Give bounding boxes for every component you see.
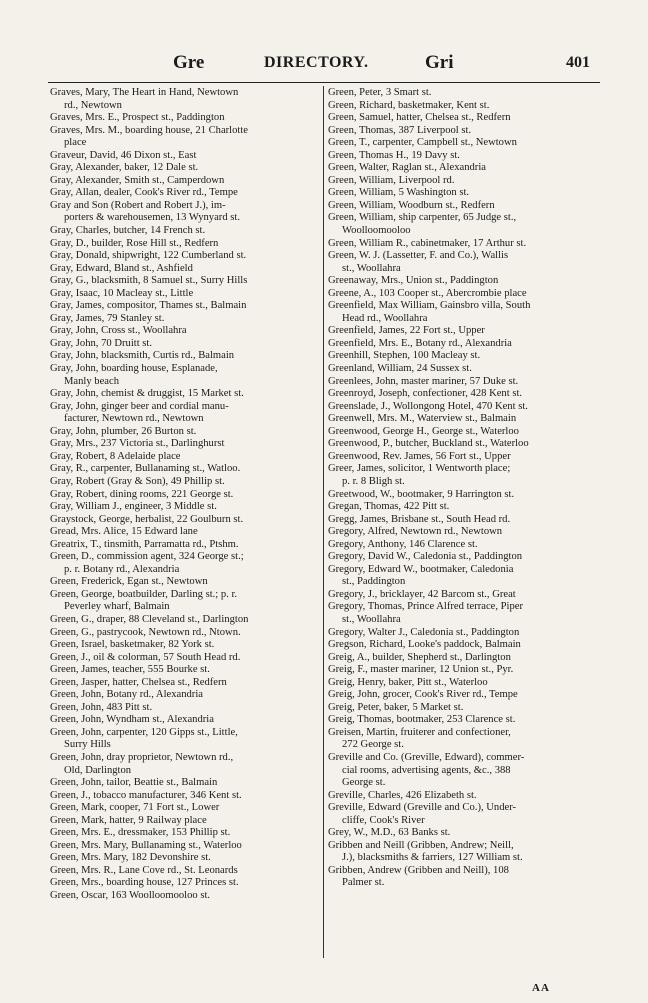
directory-entry: [328, 727, 606, 752]
entry-line: Gray, Alexander, Smith st., Camperdown: [50, 174, 225, 186]
directory-entry: [50, 438, 322, 451]
signature-mark: AA: [532, 982, 550, 994]
header-left-word: Gre: [173, 52, 205, 73]
entry-line: Gregson, Richard, Looke's paddock, Balmain: [328, 639, 521, 651]
entry-line: Green, Thomas H., 19 Davy st.: [328, 149, 460, 161]
directory-entry: [328, 187, 606, 200]
entry-line: Greatrix, T., tinsmith, Parramatta rd., Ptshm.: [50, 538, 239, 550]
entry-line: Greig, Thomas, bootmaker, 253 Clarence st.: [328, 714, 516, 726]
entry-continuation: cial rooms, advertising agents, &c., 388: [342, 764, 511, 776]
directory-entry: [328, 463, 606, 488]
entry-line: Green, William, ship carpenter, 65 Judge st.,: [328, 212, 517, 224]
right-column: [328, 87, 606, 890]
directory-entry: [328, 501, 606, 514]
directory-entry: [50, 689, 322, 702]
entry-line: Green, Israel, basketmaker, 82 York st.: [50, 639, 215, 651]
directory-entry: [328, 137, 606, 150]
entry-line: Green, Oscar, 163 Woolloomooloo st.: [50, 890, 211, 901]
directory-entry: [50, 551, 322, 576]
entry-line: Gray, Donald, shipwright, 122 Cumberland st.: [50, 250, 247, 262]
entry-continuation: facturer, Newtown rd., Newtown: [64, 413, 204, 425]
entry-line: Gray, Robert, dining rooms, 221 George st.: [50, 488, 234, 500]
entry-line: Greenaway, Mrs., Union st., Paddington: [328, 275, 499, 287]
directory-entry: [50, 313, 322, 326]
directory-entry: [328, 702, 606, 715]
entry-line: Green, William, Woodburn st., Redfern: [328, 199, 495, 211]
entry-continuation: Head rd., Woollahra: [342, 312, 428, 324]
header-right-word: Gri: [425, 52, 454, 73]
entry-line: Gray, John, 70 Druitt st.: [50, 337, 153, 349]
entry-line: Graves, Mrs. M., boarding house, 21 Charlotte: [50, 124, 249, 136]
entry-line: Greig, John, grocer, Cook's River rd., Tempe: [328, 689, 518, 701]
directory-entry: [328, 288, 606, 301]
directory-entry: [328, 250, 606, 275]
entry-line: Gregory, Anthony, 146 Clarence st.: [328, 538, 478, 550]
directory-entry: [328, 714, 606, 727]
directory-entry: [50, 539, 322, 552]
directory-entry: [50, 275, 322, 288]
entry-line: Gray, Alexander, baker, 12 Dale st.: [50, 162, 199, 174]
directory-entry: [328, 325, 606, 338]
entry-line: Gray, John, Cross st., Woollahra: [50, 325, 187, 337]
directory-entry: [50, 250, 322, 263]
entry-line: Greenwood, P., butcher, Buckland st., Waterloo: [328, 438, 529, 450]
entry-line: Gray, Allan, dealer, Cook's River rd., Tempe: [50, 187, 238, 199]
entry-line: Greenslade, J., Wollongong Hotel, 470 Kent st.: [328, 400, 528, 412]
directory-entry: [328, 865, 606, 890]
directory-entry: [328, 526, 606, 539]
directory-entry: [328, 212, 606, 237]
entry-line: Greenfield, Mrs. E., Botany rd., Alexandria: [328, 337, 512, 349]
directory-entry: [50, 463, 322, 476]
entry-line: Gribben, Andrew (Gribben and Neill), 108: [328, 864, 509, 876]
directory-entry: [328, 175, 606, 188]
entry-line: Gregg, James, Brisbane st., South Head rd.: [328, 513, 511, 525]
directory-entry: [50, 288, 322, 301]
directory-entry: [328, 489, 606, 502]
directory-entry: [50, 162, 322, 175]
directory-entry: [50, 614, 322, 627]
entry-line: Green, John, Wyndham st., Alexandria: [50, 714, 214, 726]
column-divider: [323, 86, 324, 958]
entry-continuation: George st.: [342, 777, 386, 789]
directory-entry: [50, 677, 322, 690]
entry-line: Gray, Charles, butcher, 14 French st.: [50, 225, 206, 237]
entry-continuation: p. r. Botany rd., Alexandria: [64, 563, 180, 575]
entry-continuation: st., Woollahra: [342, 613, 401, 625]
entry-line: Greig, Henry, baker, Pitt st., Waterloo: [328, 676, 488, 688]
entry-line: Green, William, Liverpool rd.: [328, 174, 455, 186]
entry-continuation: Woolloomooloo: [342, 225, 411, 237]
entry-line: Green, John, tailor, Beattie st., Balmain: [50, 777, 218, 789]
entry-line: Gray, G., blacksmith, 8 Samuel st., Surry Hills: [50, 275, 248, 287]
directory-entry: [328, 840, 606, 865]
entry-continuation: 272 George st.: [342, 739, 404, 751]
entry-line: Greenroyd, Joseph, confectioner, 428 Kent st.: [328, 388, 523, 400]
directory-entry: [328, 438, 606, 451]
directory-entry: [328, 564, 606, 589]
entry-line: Gray, William J., engineer, 3 Middle st.: [50, 501, 217, 513]
directory-entry: [50, 702, 322, 715]
directory-entry: [50, 401, 322, 426]
entry-line: Gray, Robert, 8 Adelaide place: [50, 450, 181, 462]
directory-entry: [50, 652, 322, 665]
directory-entry: [328, 601, 606, 626]
entry-line: Gray, John, boarding house, Esplanade,: [50, 363, 218, 375]
directory-entry: [50, 300, 322, 313]
entry-line: Gregory, J., bricklayer, 42 Barcom st., Great: [328, 588, 516, 600]
directory-entry: [50, 150, 322, 163]
directory-entry: [50, 514, 322, 527]
entry-line: Greene, A., 103 Cooper st., Abercrombie place: [328, 287, 527, 299]
directory-entry: [328, 677, 606, 690]
entry-line: Gregory, Alfred, Newtown rd., Newtown: [328, 526, 503, 538]
entry-continuation: p. r. 8 Bligh st.: [342, 475, 405, 487]
directory-entry: [50, 112, 322, 125]
directory-entry: [50, 627, 322, 640]
entry-line: Gray and Son (Robert and Robert J.), im-: [50, 199, 226, 211]
entry-line: Gray, John, plumber, 26 Burton st.: [50, 425, 197, 437]
directory-entry: [50, 727, 322, 752]
directory-entry: [50, 790, 322, 803]
directory-entry: [328, 639, 606, 652]
directory-entry: [50, 664, 322, 677]
page-number: 401: [566, 54, 590, 71]
entry-line: Gread, Mrs. Alice, 15 Edward lane: [50, 526, 198, 538]
entry-line: Green, George, boatbuilder, Darling st.; p. r.: [50, 588, 238, 600]
entry-line: Graystock, George, herbalist, 22 Goulburn st.: [50, 513, 244, 525]
entry-line: Gregory, David W., Caledonia st., Paddington: [328, 551, 523, 563]
entry-line: Greville, Charles, 426 Elizabeth st.: [328, 789, 477, 801]
directory-entry: [50, 802, 322, 815]
entry-line: Green, William, 5 Washington st.: [328, 187, 470, 199]
entry-line: Greville, Edward (Greville and Co.), Under-: [328, 802, 517, 814]
directory-entry: [328, 652, 606, 665]
page-header: [0, 52, 648, 76]
entry-line: Gregan, Thomas, 422 Pitt st.: [328, 501, 450, 513]
directory-entry: [328, 752, 606, 790]
entry-line: Greig, A., builder, Shepherd st., Darlington: [328, 651, 511, 663]
entry-line: Grey, W., M.D., 63 Banks st.: [328, 827, 451, 839]
entry-line: Green, Frederick, Egan st., Newtown: [50, 576, 208, 588]
directory-entry: [50, 451, 322, 464]
directory-entry: [328, 125, 606, 138]
directory-entry: [50, 752, 322, 777]
entry-line: Green, J., tobacco manufacturer, 346 Kent st.: [50, 789, 242, 801]
directory-entry: [328, 238, 606, 251]
entry-line: Gray, D., builder, Rose Hill st., Redfern: [50, 237, 219, 249]
entry-line: Green, James, teacher, 555 Bourke st.: [50, 664, 210, 676]
entry-continuation: place: [64, 137, 87, 149]
entry-line: Greenwood, George H., George st., Waterloo: [328, 425, 519, 437]
entry-line: Green, Mrs. Mary, Bullanaming st., Waterloo: [50, 839, 242, 851]
entry-line: Gray, Isaac, 10 Macleay st., Little: [50, 287, 194, 299]
directory-entry: [50, 238, 322, 251]
directory-entry: [50, 325, 322, 338]
directory-entry: [328, 112, 606, 125]
entry-line: Green, William R., cabinetmaker, 17 Arthur st.: [328, 237, 527, 249]
directory-entry: [50, 350, 322, 363]
directory-entry: [328, 275, 606, 288]
directory-entry: [328, 363, 606, 376]
entry-line: Green, John, carpenter, 120 Gipps st., Little,: [50, 726, 238, 738]
entry-continuation: Old, Darlington: [64, 764, 132, 776]
directory-entry: [328, 150, 606, 163]
directory-entry: [328, 338, 606, 351]
directory-entry: [50, 363, 322, 388]
directory-entry: [50, 426, 322, 439]
left-column: [50, 87, 322, 903]
directory-entry: [328, 514, 606, 527]
entry-line: Green, John, Botany rd., Alexandria: [50, 689, 203, 701]
entry-line: Green, Jasper, hatter, Chelsea st., Redfern: [50, 676, 227, 688]
entry-line: Greenlees, John, master mariner, 57 Duke st.: [328, 375, 519, 387]
directory-entry: [50, 200, 322, 225]
directory-entry: [50, 840, 322, 853]
directory-entry: [328, 413, 606, 426]
entry-line: Greetwood, W., bootmaker, 9 Harrington st.: [328, 488, 515, 500]
entry-line: Green, J., oil & colorman, 57 South Head rd.: [50, 651, 241, 663]
directory-entry: [50, 877, 322, 890]
directory-entry: [50, 338, 322, 351]
directory-entry: [328, 401, 606, 414]
directory-entry: [328, 162, 606, 175]
entry-continuation: Manly beach: [64, 375, 120, 387]
entry-line: Green, D., commission agent, 324 George st.;: [50, 551, 244, 563]
entry-line: Greig, Peter, baker, 5 Market st.: [328, 701, 464, 713]
directory-entry: [328, 589, 606, 602]
entry-continuation: st., Woollahra: [342, 262, 401, 274]
entry-line: Gray, Robert (Gray & Son), 49 Phillip st.: [50, 475, 225, 487]
entry-line: Green, W. J. (Lassetter, F. and Co.), Wallis: [328, 250, 509, 262]
entry-line: Gray, John, blacksmith, Curtis rd., Balmain: [50, 350, 235, 362]
directory-entry: [50, 777, 322, 790]
directory-entry: [328, 426, 606, 439]
entry-line: Gray, John, chemist & druggist, 15 Market st.: [50, 388, 244, 400]
directory-entry: [328, 802, 606, 827]
entry-line: Green, John, dray proprietor, Newtown rd.,: [50, 751, 234, 763]
directory-entry: [328, 200, 606, 213]
entry-line: Greville and Co. (Greville, Edward), commer-: [328, 751, 525, 763]
directory-entry: [50, 187, 322, 200]
entry-line: Gray, John, ginger beer and cordial manu-: [50, 400, 229, 412]
directory-entry: [328, 790, 606, 803]
directory-entry: [50, 125, 322, 150]
entry-line: Green, Walter, Raglan st., Alexandria: [328, 162, 486, 174]
directory-entry: [50, 639, 322, 652]
directory-entry: [50, 827, 322, 840]
entry-line: Graves, Mary, The Heart in Hand, Newtown: [50, 87, 239, 98]
directory-entry: [50, 225, 322, 238]
entry-line: Green, John, 483 Pitt st.: [50, 701, 153, 713]
directory-entry: [328, 627, 606, 640]
directory-entry: [328, 376, 606, 389]
directory-entry: [50, 890, 322, 903]
entry-line: Gray, R., carpenter, Bullanaming st., Watloo.: [50, 463, 241, 475]
entry-line: Greenwell, Mrs. M., Waterview st., Balmain: [328, 413, 517, 425]
directory-entry: [50, 489, 322, 502]
entry-line: Gray, James, 79 Stanley st.: [50, 312, 165, 324]
directory-entry: [50, 865, 322, 878]
directory-entry: [50, 852, 322, 865]
entry-line: Green, Peter, 3 Smart st.: [328, 87, 432, 98]
entry-line: Green, Mrs. E., dressmaker, 153 Phillip st.: [50, 827, 231, 839]
entry-continuation: porters & warehousemen, 13 Wynyard st.: [64, 212, 240, 224]
directory-entry: [328, 827, 606, 840]
entry-line: Greisen, Martin, fruiterer and confectioner,: [328, 726, 511, 738]
entry-line: Greenwood, Rev. James, 56 Fort st., Upper: [328, 450, 511, 462]
directory-entry: [50, 815, 322, 828]
entry-line: Green, Mrs. Mary, 182 Devonshire st.: [50, 852, 211, 864]
directory-entry: [50, 714, 322, 727]
entry-continuation: Peverley wharf, Balmain: [64, 601, 170, 613]
entry-line: Greenfield, James, 22 Fort st., Upper: [328, 325, 485, 337]
directory-entry: [328, 388, 606, 401]
entry-line: Green, G., pastrycook, Newtown rd., Ntown.: [50, 626, 241, 638]
directory-entry: [328, 539, 606, 552]
entry-line: Greenland, William, 24 Sussex st.: [328, 363, 472, 375]
entry-continuation: rd., Newtown: [64, 99, 122, 111]
header-rule: [48, 82, 600, 83]
entry-continuation: cliffe, Cook's River: [342, 814, 425, 826]
entry-continuation: Palmer st.: [342, 877, 385, 889]
directory-entry: [50, 263, 322, 276]
entry-line: Graveur, David, 46 Dixon st., East: [50, 149, 197, 161]
directory-entry: [50, 576, 322, 589]
entry-line: Green, Samuel, hatter, Chelsea st., Redfern: [328, 112, 511, 124]
entry-line: Gregory, Walter J., Caledonia st., Paddington: [328, 626, 520, 638]
directory-entry: [50, 526, 322, 539]
header-title: DIRECTORY.: [264, 54, 369, 71]
directory-entry: [50, 589, 322, 614]
directory-entry: [328, 87, 606, 100]
entry-line: Greenhill, Stephen, 100 Macleay st.: [328, 350, 481, 362]
directory-entry: [50, 501, 322, 514]
entry-line: Greig, F., master mariner, 12 Union st., Pyr.: [328, 664, 514, 676]
entry-line: Green, Mrs., boarding house, 127 Princes st.: [50, 877, 239, 889]
entry-line: Green, T., carpenter, Campbell st., Newtown: [328, 137, 517, 149]
entry-line: Green, G., draper, 88 Cleveland st., Darlington: [50, 613, 249, 625]
directory-entry: [328, 551, 606, 564]
directory-entry: [328, 689, 606, 702]
entry-line: Green, Richard, basketmaker, Kent st.: [328, 99, 490, 111]
entry-line: Gray, James, compositor, Thames st., Balmain: [50, 300, 247, 312]
entry-line: Greenfield, Max William, Gainsbro villa, South: [328, 300, 531, 312]
entry-line: Green, Thomas, 387 Liverpool st.: [328, 124, 472, 136]
directory-entry: [50, 388, 322, 401]
directory-entry: [50, 87, 322, 112]
entry-line: Graves, Mrs. E., Prospect st., Paddington: [50, 112, 225, 124]
directory-entry: [328, 300, 606, 325]
entry-continuation: J.), blacksmiths & farriers, 127 William st.: [342, 852, 523, 864]
directory-entry: [328, 664, 606, 677]
entry-line: Gregory, Edward W., bootmaker, Caledonia: [328, 563, 514, 575]
entry-line: Gregory, Thomas, Prince Alfred terrace, Piper: [328, 601, 524, 613]
entry-line: Green, Mark, hatter, 9 Railway place: [50, 814, 207, 826]
entry-line: Green, Mark, cooper, 71 Fort st., Lower: [50, 802, 220, 814]
entry-continuation: st., Paddington: [342, 576, 406, 588]
directory-entry: [328, 350, 606, 363]
entry-line: Gray, Mrs., 237 Victoria st., Darlinghurst: [50, 438, 225, 450]
entry-line: Gribben and Neill (Gribben, Andrew; Neill,: [328, 839, 514, 851]
entry-continuation: Surry Hills: [64, 739, 111, 751]
directory-entry: [328, 451, 606, 464]
entry-line: Green, Mrs. R., Lane Cove rd., St. Leonards: [50, 864, 238, 876]
entry-line: Gray, Edward, Bland st., Ashfield: [50, 262, 193, 274]
directory-entry: [50, 175, 322, 188]
directory-entry: [328, 100, 606, 113]
entry-line: Greer, James, solicitor, 1 Wentworth place;: [328, 463, 511, 475]
directory-entry: [50, 476, 322, 489]
